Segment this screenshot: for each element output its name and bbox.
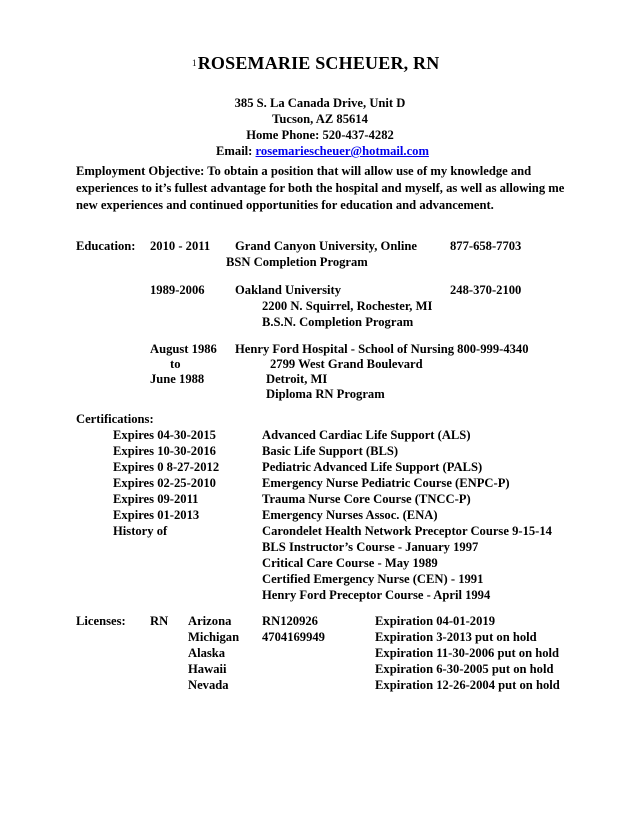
- license-2-state: Michigan: [188, 630, 240, 644]
- license-4-state: Hawaii: [188, 662, 227, 676]
- edu-3-dates-to: to: [170, 357, 181, 371]
- cert-3-expiry: Expires 0 8-27-2012: [113, 460, 220, 474]
- resume-name: [192, 55, 439, 71]
- edu-1-school: Grand Canyon University, Online: [235, 239, 417, 253]
- license-4-expiration: Expiration 6-30-2005 put on hold: [375, 662, 554, 676]
- edu-3-program: Diploma RN Program: [266, 387, 385, 401]
- edu-2-address: 2200 N. Squirrel, Rochester, MI: [262, 299, 433, 313]
- footnote-marker: 1: [192, 58, 197, 68]
- cert-10-name: Certified Emergency Nurse (CEN) - 1991: [262, 572, 484, 586]
- edu-1-phone: 877-658-7703: [450, 239, 522, 253]
- edu-2-dates: 1989-2006: [150, 283, 205, 297]
- cert-7-name: Carondelet Health Network Preceptor Course 9-15-14: [262, 524, 552, 538]
- cert-7-note: History of: [113, 524, 168, 538]
- home-phone: Home Phone: 520-437-4282: [246, 128, 394, 142]
- cert-5-expiry: Expires 09-2011: [113, 492, 199, 506]
- email-link[interactable]: rosemariescheuer@hotmail.com: [255, 144, 429, 158]
- edu-3-address: 2799 West Grand Boulevard: [270, 357, 423, 371]
- edu-3-dates-start: August 1986: [150, 342, 217, 356]
- edu-3-school: Henry Ford Hospital - School of Nursing 800-999-4340: [235, 342, 529, 356]
- licenses-label: Licenses:: [76, 614, 126, 628]
- cert-5-name: Trauma Nurse Core Course (TNCC-P): [262, 492, 471, 506]
- cert-3-name: Pediatric Advanced Life Support (PALS): [262, 460, 483, 474]
- edu-2-program: B.S.N. Completion Program: [262, 315, 414, 329]
- cert-1-name: Advanced Cardiac Life Support (ALS): [262, 428, 471, 442]
- license-5-state: Nevada: [188, 678, 229, 692]
- cert-11-name: Henry Ford Preceptor Course - April 1994: [262, 588, 491, 602]
- cert-1-expiry: Expires 04-30-2015: [113, 428, 216, 442]
- employment-objective: Employment Objective: To obtain a position that will allow use of my knowledge and experiences to it’s fullest advantage for both the hospital and myself, as well as allowing me new experiences and continued opportunities for education and advancement.: [76, 164, 565, 212]
- cert-4-name: Emergency Nurse Pediatric Course (ENPC-P): [262, 476, 510, 490]
- edu-3-dates-end: June 1988: [150, 372, 205, 386]
- email-label: Email:: [216, 144, 253, 158]
- edu-2-school: Oakland University: [235, 283, 342, 297]
- edu-3-city: Detroit, MI: [266, 372, 328, 386]
- cert-6-name: Emergency Nurses Assoc. (ENA): [262, 508, 438, 522]
- candidate-name: ROSEMARIE SCHEUER, RN: [197, 53, 440, 73]
- edu-1-program: BSN Completion Program: [226, 255, 368, 269]
- certifications-label: Certifications:: [76, 412, 154, 426]
- license-type: RN: [150, 614, 169, 628]
- cert-8-name: BLS Instructor’s Course - January 1997: [262, 540, 479, 554]
- license-1-number: RN120926: [262, 614, 318, 628]
- email-line: [216, 143, 429, 159]
- license-1-expiration: Expiration 04-01-2019: [375, 614, 495, 628]
- cert-2-expiry: Expires 10-30-2016: [113, 444, 216, 458]
- education-label: Education:: [76, 239, 136, 253]
- edu-2-phone: 248-370-2100: [450, 283, 522, 297]
- license-3-state: Alaska: [188, 646, 226, 660]
- address-line-1: 385 S. La Canada Drive, Unit D: [234, 96, 406, 110]
- license-5-expiration: Expiration 12-26-2004 put on hold: [375, 678, 560, 692]
- edu-1-dates: 2010 - 2011: [150, 239, 211, 253]
- license-1-state: Arizona: [188, 614, 232, 628]
- cert-9-name: Critical Care Course - May 1989: [262, 556, 438, 570]
- cert-2-name: Basic Life Support (BLS): [262, 444, 399, 458]
- cert-4-expiry: Expires 02-25-2010: [113, 476, 216, 490]
- address-line-2: Tucson, AZ 85614: [272, 112, 368, 126]
- cert-6-expiry: Expires 01-2013: [113, 508, 200, 522]
- license-2-number: 4704169949: [262, 630, 325, 644]
- license-3-expiration: Expiration 11-30-2006 put on hold: [375, 646, 560, 660]
- license-2-expiration: Expiration 3-2013 put on hold: [375, 630, 537, 644]
